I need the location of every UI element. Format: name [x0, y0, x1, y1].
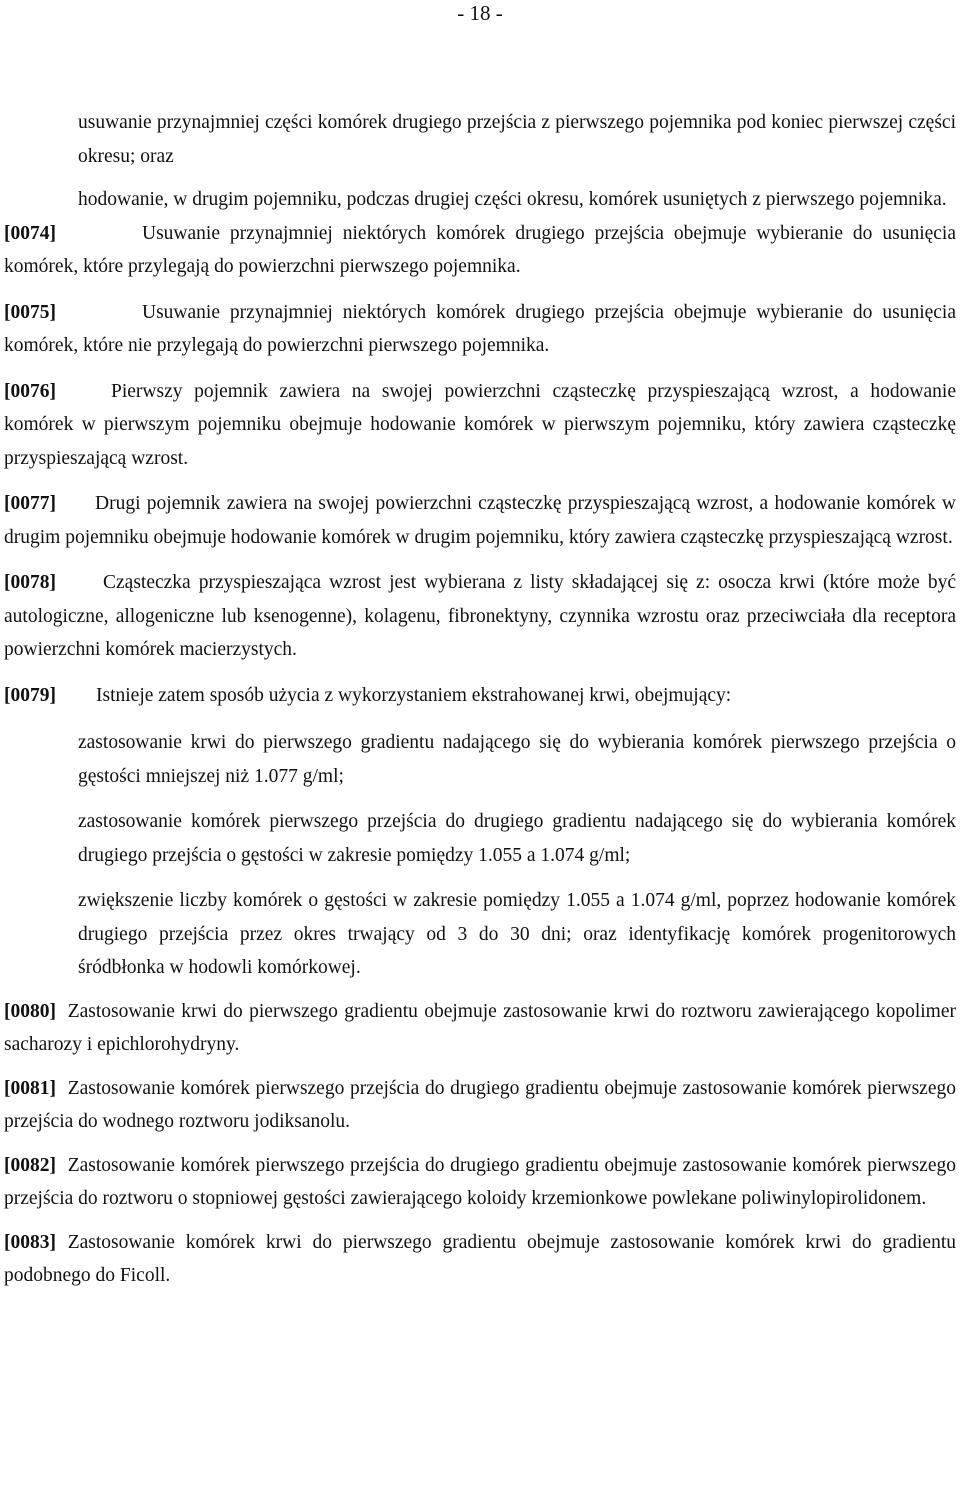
paragraph-number: [0080]	[4, 1000, 56, 1022]
paragraph-text: Cząsteczka przyspieszająca wzrost jest wybierana z listy składającej się z: osocza krwi (które może być autologiczne, allogeniczne lub ksenogenne), kolagenu, fibronektyny, czynnika wzrostu oraz przeciwciała dla receptora powierzchni komórek macierzystych.	[4, 572, 956, 660]
paragraph-number: [0081]	[4, 1077, 56, 1099]
paragraph-0078	[4, 566, 956, 667]
paragraph-0077	[4, 487, 956, 554]
paragraph-0083	[4, 1226, 956, 1293]
paragraph-number: [0077]	[4, 493, 56, 514]
paragraph-number: [0074]	[4, 222, 56, 244]
claim-step-remove: usuwanie przynajmniej części komórek drugiego przejścia z pierwszego pojemnika pod koniec pierwszej części okresu; oraz	[78, 112, 956, 167]
document-body	[4, 106, 956, 1293]
paragraph-number: [0076]	[4, 380, 56, 402]
paragraph-text: Drugi pojemnik zawiera na swojej powierzchni cząsteczkę przyspieszającą wzrost, a hodowanie komórek w drugim pojemniku obejmuje hodowanie komórek w drugim pojemniku, który zawiera cząsteczkę przyspieszającą wzrost.	[4, 493, 956, 548]
paragraph-text: Zastosowanie krwi do pierwszego gradientu obejmuje zastosowanie krwi do roztworu zawierającego kopolimer sacharozy i epichlorohydryny.	[4, 1000, 956, 1055]
paragraph-0079	[4, 679, 956, 713]
paragraph-0075	[4, 296, 956, 363]
method-step-first-gradient: zastosowanie krwi do pierwszego gradientu nadającego się do wybierania komórek pierwszego przejścia o gęstości mniejszej niż 1.077 g/ml;	[78, 732, 956, 787]
paragraph-number: [0083]	[4, 1231, 56, 1253]
paragraph-number: [0079]	[4, 684, 56, 706]
paragraph-text: Usuwanie przynajmniej niektórych komórek drugiego przejścia obejmuje wybieranie do usunięcia komórek, które przylegają do powierzchni pierwszego pojemnika.	[4, 222, 956, 277]
paragraph-0081	[4, 1072, 956, 1139]
paragraph-number: [0075]	[4, 301, 56, 323]
paragraph-text: Zastosowanie komórek pierwszego przejścia do drugiego gradientu obejmuje zastosowanie komórek pierwszego przejścia do roztworu o stopniowej gęstości zawierającego koloidy krzemionkowe powlekane poliwinylopirolidonem.	[4, 1154, 956, 1209]
method-step-expansion: zwiększenie liczby komórek o gęstości w zakresie pomiędzy 1.055 a 1.074 g/ml, poprzez hodowanie komórek drugiego przejścia przez okres trwający od 3 do 30 dni; oraz identyfikację komórek progenitorowych śródbłonka w hodowli komórkowej.	[78, 890, 956, 978]
paragraph-number: [0082]	[4, 1154, 56, 1176]
paragraph-text: Istnieje zatem sposób użycia z wykorzystaniem ekstrahowanej krwi, obejmujący:	[96, 684, 732, 706]
method-step-second-gradient: zastosowanie komórek pierwszego przejścia do drugiego gradientu nadającego się do wybierania komórek drugiego przejścia o gęstości w zakresie pomiędzy 1.055 a 1.074 g/ml;	[78, 811, 956, 866]
paragraph-text: Zastosowanie komórek krwi do pierwszego gradientu obejmuje zastosowanie komórek krwi do gradientu podobnego do Ficoll.	[4, 1231, 956, 1286]
paragraph-0080	[4, 995, 956, 1062]
paragraph-0082	[4, 1149, 956, 1216]
paragraph-0076	[4, 375, 956, 476]
page-number: - 18 -	[457, 1, 503, 25]
paragraph-text: Zastosowanie komórek pierwszego przejścia do drugiego gradientu obejmuje zastosowanie komórek pierwszego przejścia do wodnego roztworu jodiksanolu.	[4, 1077, 956, 1132]
paragraph-text: Usuwanie przynajmniej niektórych komórek drugiego przejścia obejmuje wybieranie do usunięcia komórek, które nie przylegają do powierzchni pierwszego pojemnika.	[4, 301, 956, 356]
paragraph-number: [0078]	[4, 572, 56, 593]
paragraph-text: Pierwszy pojemnik zawiera na swojej powierzchni cząsteczkę przyspieszającą wzrost, a hodowanie komórek w pierwszym pojemniku obejmuje hodowanie komórek w pierwszym pojemniku, który zawiera cząsteczkę przyspieszającą wzrost.	[4, 380, 956, 469]
paragraph-0074	[4, 217, 956, 284]
claim-step-culture: hodowanie, w drugim pojemniku, podczas drugiej części okresu, komórek usuniętych z pierwszego pojemnika.	[78, 189, 947, 210]
